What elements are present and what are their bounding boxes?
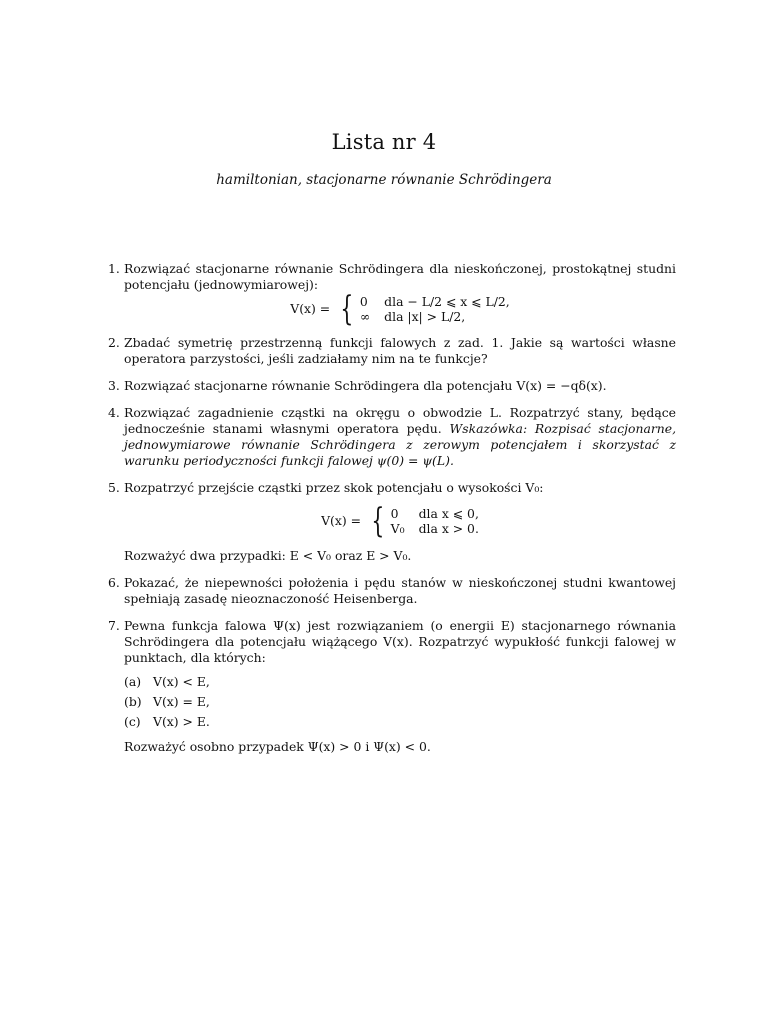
problem-item xyxy=(108,405,676,469)
subitem-text: V(x) < E, xyxy=(153,674,210,689)
equation-lhs: V(x) = xyxy=(290,301,331,316)
case-condition: dla x > 0. xyxy=(418,521,479,536)
problem-item xyxy=(108,618,676,755)
case-value: 0 xyxy=(359,294,368,309)
subitem-text: V(x) > E. xyxy=(153,714,210,729)
subitem-label: (b) xyxy=(124,694,142,709)
equation-lhs: V(x) = xyxy=(321,513,362,528)
problem-text: Rozwiązać stacjonarne równanie Schrödingera dla potencjału V(x) = −qδ(x). xyxy=(124,378,607,393)
problem-list xyxy=(108,261,676,766)
subitem xyxy=(124,694,676,710)
case-condition: dla |x| > L/2, xyxy=(384,309,466,324)
problem-item xyxy=(108,480,676,564)
problem-item xyxy=(108,261,676,329)
subitem xyxy=(124,714,676,730)
problem-text: Rozwiązać stacjonarne równanie Schrödingera dla nieskończonej, prostokątnej studni potencjału (jednowymiarowej): xyxy=(124,261,676,292)
problem-text: Rozpatrzyć przejście cząstki przez skok potencjału o wysokości V₀: xyxy=(124,480,544,495)
page-subtitle: hamiltonian, stacjonarne równanie Schrödingera xyxy=(216,172,552,188)
problem-item xyxy=(108,335,676,367)
problem-text-with-hint xyxy=(124,405,676,469)
problem-number: 1. xyxy=(108,261,120,276)
left-brace: { xyxy=(371,501,385,541)
case-value: ∞ xyxy=(359,309,371,324)
case-condition: dla − L/2 ⩽ x ⩽ L/2, xyxy=(384,294,510,309)
problem-text: Pewna funkcja falowa Ψ(x) jest rozwiązaniem (o energii E) stacjonarnego równania Schrödingera dla potencjału wiążącego V(x). Rozpatrzyć wypukłość funkcji falowej w punktach, dla których: xyxy=(124,618,676,665)
subitem-label: (c) xyxy=(124,714,141,729)
problem-number: 5. xyxy=(108,480,120,495)
problem-item xyxy=(108,575,676,607)
subitem-label: (a) xyxy=(124,674,142,689)
case-condition: dla x ⩽ 0, xyxy=(418,506,479,521)
step-potential-equation xyxy=(124,501,676,541)
problem-followup: Rozważyć dwa przypadki: E < V₀ oraz E > V₀. xyxy=(124,548,412,563)
equation-cases xyxy=(360,294,510,324)
problem-number: 3. xyxy=(108,378,120,393)
problem-number: 2. xyxy=(108,335,120,350)
subitem xyxy=(124,674,676,690)
subitem-text: V(x) = E, xyxy=(153,694,210,709)
problem-text: Rozwiązać zagadnienie cząstki na okręgu o obwodzie L. Rozpatrzyć stany, będące jednocześnie stanami własnymi operatora pędu. xyxy=(124,405,676,436)
left-brace: { xyxy=(340,289,354,329)
case-value: V₀ xyxy=(390,521,405,536)
page-title: Lista nr 4 xyxy=(331,130,437,154)
potential-equation xyxy=(124,289,676,329)
problem-text: Pokazać, że niepewności położenia i pędu stanów w nieskończonej studni kwantowej spełniają zasadę nieoznaczoność Heisenberga. xyxy=(124,575,676,606)
problem-number: 6. xyxy=(108,575,120,590)
equation-cases xyxy=(391,506,479,536)
problem-text: Zbadać symetrię przestrzenną funkcji falowych z zad. 1. Jakie są wartości własne operatora parzystości, jeśli zadziałamy nim na te funkcje? xyxy=(124,335,676,366)
subitem-list xyxy=(124,674,676,730)
problem-closing: Rozważyć osobno przypadek Ψ(x) > 0 i Ψ(x) < 0. xyxy=(124,739,431,754)
problem-hint: Wskazówka: Rozpisać stacjonarne, jednowymiarowe równanie Schrödingera z zerowym potencjałem i skorzystać z warunku periodyczności funkcji falowej ψ(0) = ψ(L). xyxy=(124,421,677,468)
problem-item xyxy=(108,378,676,394)
case-value: 0 xyxy=(390,506,399,521)
problem-number: 7. xyxy=(108,618,120,633)
problem-number: 4. xyxy=(108,405,120,420)
